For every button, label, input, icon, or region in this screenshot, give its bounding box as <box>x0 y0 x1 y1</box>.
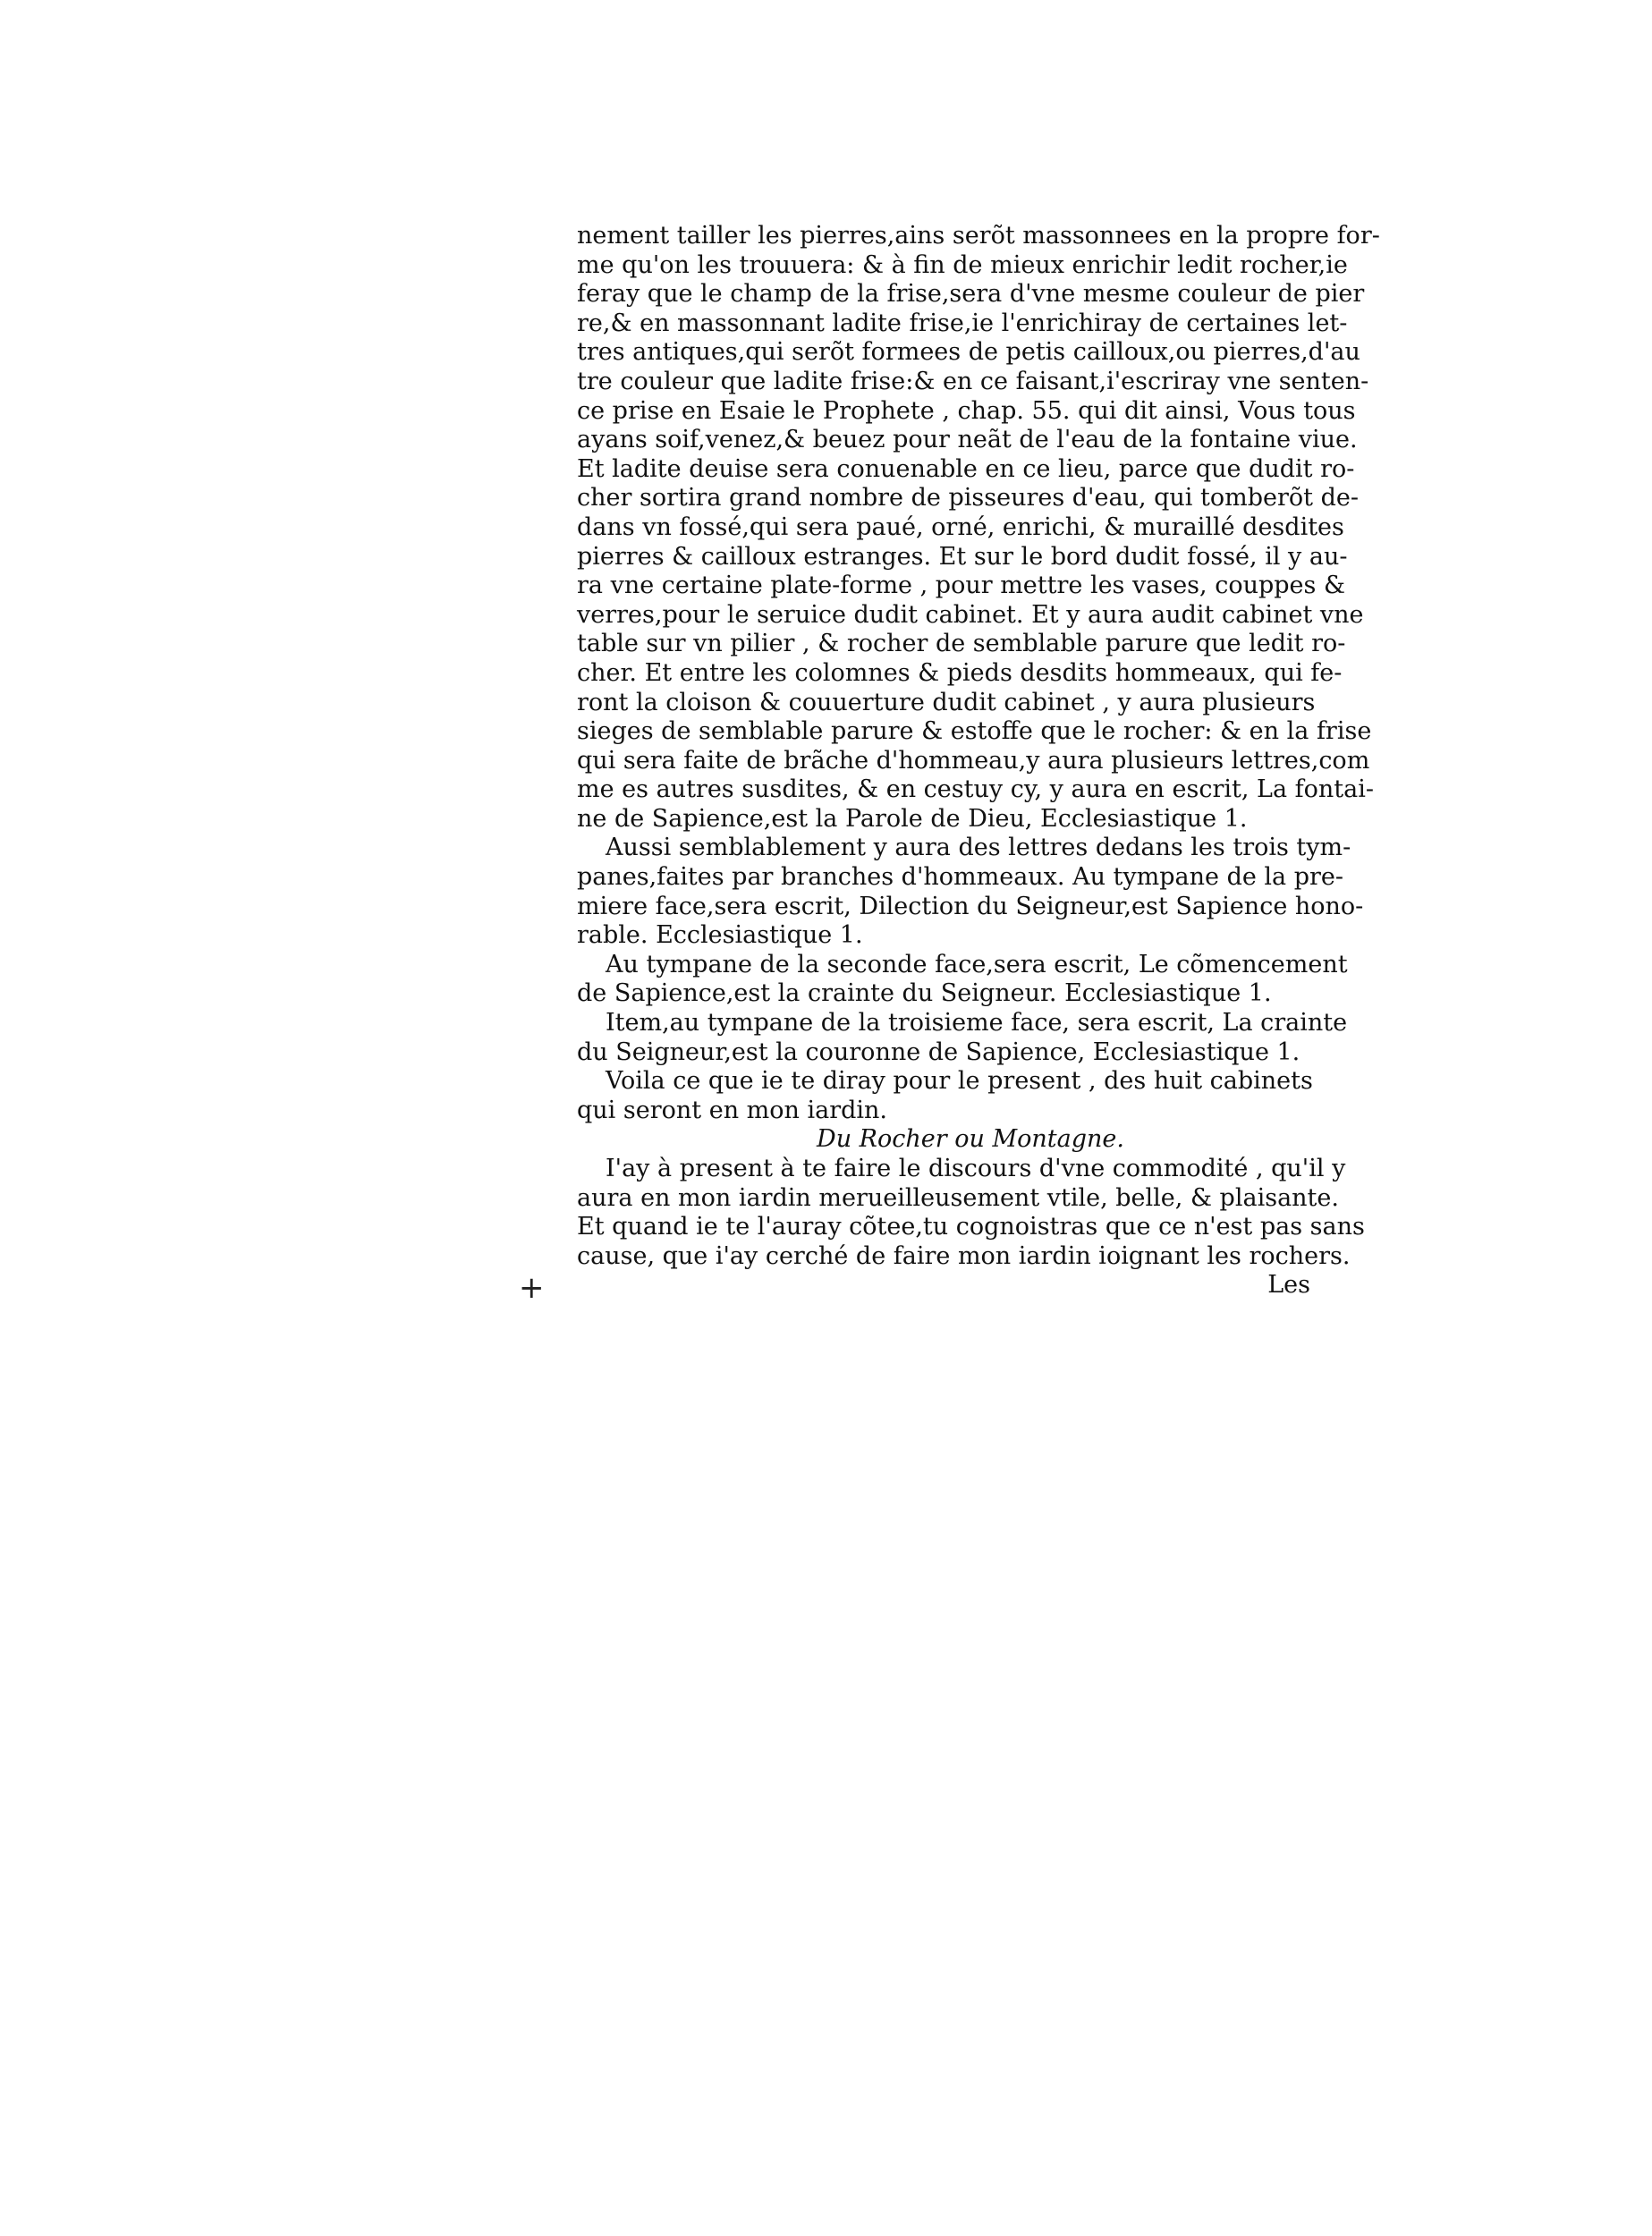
text-line: du Seigneur,est la couronne de Sapience, Ecclesiastique 1. <box>577 1038 1300 1066</box>
text-line: ra vne certaine plate-forme , pour mettre les vases, couppes & <box>577 572 1345 600</box>
text-line: re,& en massonnant ladite frise,ie l'enrichiray de certaines let- <box>577 309 1348 337</box>
text-line: ce prise en Esaie le Prophete , chap. 55. qui dit ainsi, Vous tous <box>577 396 1356 425</box>
text-line: de Sapience,est la crainte du Seigneur. Ecclesiastique 1. <box>577 979 1272 1008</box>
text-line: tre couleur que ladite frise:& en ce faisant,i'escriray vne senten- <box>577 367 1369 395</box>
margin-cross-mark: + <box>519 1270 545 1306</box>
text-line: panes,faites par branches d'hommeaux. Au tympane de la pre- <box>577 863 1344 892</box>
paragraph-6 <box>577 1155 1365 1271</box>
text-line: Au tympane de la seconde face,sera escrit, Le cõmencement <box>606 950 1348 978</box>
text-line: qui seront en mon iardin. <box>577 1096 888 1124</box>
text-line: nement tailler les pierres,ains serõt massonnees en la propre for- <box>577 222 1380 250</box>
text-line: Aussi semblablement y aura des lettres dedans les trois tym- <box>606 834 1351 862</box>
paragraph-2 <box>577 834 1364 950</box>
text-line: dans vn fossé,qui sera paué, orné, enrichi, & muraillé desdites <box>577 512 1344 541</box>
text-line: qui sera faite de brãche d'hommeau,y aura plusieurs lettres,com <box>577 746 1370 775</box>
text-line: Item,au tympane de la troisieme face, sera escrit, La crainte <box>606 1009 1348 1038</box>
text-line: Et ladite deuise sera conuenable en ce lieu, parce que dudit ro- <box>577 454 1355 483</box>
text-line: ront la cloison & couuerture dudit cabinet , y aura plusieurs <box>577 688 1316 716</box>
paragraph-3 <box>577 950 1348 1009</box>
text-line: cher. Et entre les colomnes & pieds desdits hommeaux, qui fe- <box>577 658 1343 687</box>
text-line: miere face,sera escrit, Dilection du Seigneur,est Sapience hono- <box>577 892 1364 920</box>
text-line: ayans soif,venez,& beuez pour neãt de l'eau de la fontaine viue. <box>577 426 1358 454</box>
text-line: aura en mon iardin merueilleusement vtile, belle, & plaisante. <box>577 1183 1339 1212</box>
text-line: me qu'on les trouuera: & à fin de mieux enrichir ledit rocher,ie <box>577 250 1348 279</box>
text-line: I'ay à present à te faire le discours d'vne commodité , qu'il y <box>606 1155 1346 1182</box>
text-line: rable. Ecclesiastique 1. <box>577 921 863 950</box>
text-line: Voila ce que ie te diray pour le present , des huit cabinets <box>606 1067 1313 1096</box>
section-heading: Du Rocher ou Montagne. <box>817 1125 1124 1154</box>
text-line: tres antiques,qui serõt formees de petis cailloux,ou pierres,d'au <box>577 338 1360 367</box>
text-line: sieges de semblable parure & estoffe que le rocher: & en la frise <box>577 717 1372 746</box>
text-line: table sur vn pilier , & rocher de semblable parure que ledit ro- <box>577 630 1346 658</box>
paragraph-1 <box>577 222 1380 834</box>
text-line: feray que le champ de la frise,sera d'vne mesme couleur de pier <box>577 280 1365 309</box>
paragraph-5 <box>577 1067 1313 1125</box>
text-line: Et quand ie te l'auray cõtee,tu cognoistras que ce n'est pas sans <box>577 1213 1365 1241</box>
paragraph-4 <box>577 1009 1348 1067</box>
text-line: cause, que i'ay cerché de faire mon iardin ioignant les rochers. <box>577 1241 1351 1270</box>
catchword: Les <box>1267 1271 1310 1300</box>
text-line: verres,pour le seruice dudit cabinet. Et y aura audit cabinet vne <box>577 600 1364 629</box>
text-block <box>577 222 1380 1300</box>
text-line: me es autres susdites, & en cestuy cy, y aura en escrit, La fontai- <box>577 775 1374 804</box>
text-line: pierres & cailloux estranges. Et sur le bord dudit fossé, il y au- <box>577 542 1348 571</box>
text-line: cher sortira grand nombre de pisseures d'eau, qui tomberõt de- <box>577 484 1359 512</box>
text-line: ne de Sapience,est la Parole de Dieu, Ecclesiastique 1. <box>577 804 1248 833</box>
